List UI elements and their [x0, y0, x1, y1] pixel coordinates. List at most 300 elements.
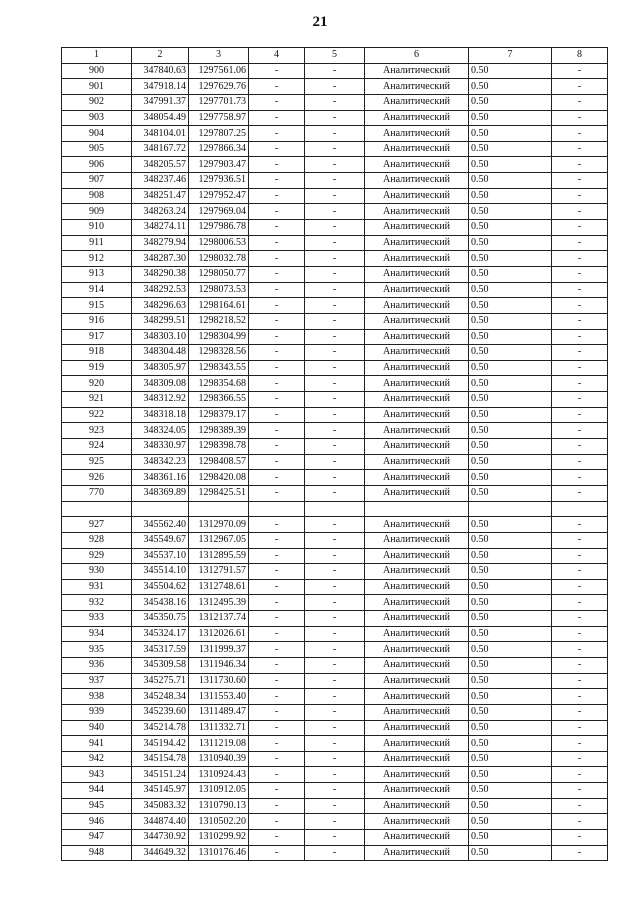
- table-cell: 0.50: [469, 673, 552, 689]
- table-row: [62, 626, 608, 642]
- table-cell: Аналитический: [365, 282, 469, 298]
- table-cell: -: [249, 798, 305, 814]
- table-row: [62, 313, 608, 329]
- table-cell: -: [249, 720, 305, 736]
- table-cell: Аналитический: [365, 345, 469, 361]
- table-cell: -: [552, 595, 608, 611]
- table-cell: -: [552, 830, 608, 846]
- table-cell: -: [249, 313, 305, 329]
- table-cell: -: [305, 251, 365, 267]
- table-cell: -: [249, 751, 305, 767]
- table-row: [62, 126, 608, 142]
- table-cell: -: [552, 485, 608, 501]
- table-cell: Аналитический: [365, 423, 469, 439]
- table-row: [62, 110, 608, 126]
- table-cell: -: [249, 94, 305, 110]
- table-cell: -: [305, 532, 365, 548]
- table-cell: 0.50: [469, 689, 552, 705]
- table-cell: 0.50: [469, 845, 552, 861]
- table-cell: 1297936.51: [189, 173, 249, 189]
- table-cell: 0.50: [469, 517, 552, 533]
- table-cell: -: [305, 126, 365, 142]
- table-cell: -: [552, 611, 608, 627]
- table-cell: 0.50: [469, 282, 552, 298]
- table-cell: 1312791.57: [189, 564, 249, 580]
- table-cell: 0.50: [469, 626, 552, 642]
- table-cell: 1311999.37: [189, 642, 249, 658]
- table-cell: -: [249, 595, 305, 611]
- table-cell: 901: [62, 79, 132, 95]
- table-cell: 345504.62: [132, 579, 189, 595]
- table-cell: 930: [62, 564, 132, 580]
- table-cell: 348287.30: [132, 251, 189, 267]
- table-row: [62, 798, 608, 814]
- table-cell: -: [305, 673, 365, 689]
- table-cell: -: [249, 251, 305, 267]
- table-row: [62, 720, 608, 736]
- table-cell: 905: [62, 141, 132, 157]
- table-cell: 345549.67: [132, 532, 189, 548]
- table-cell: 1298218.52: [189, 313, 249, 329]
- table-cell: -: [552, 423, 608, 439]
- table-cell: 934: [62, 626, 132, 642]
- column-header: 3: [189, 48, 249, 64]
- table-row: [62, 79, 608, 95]
- table-cell: 348279.94: [132, 235, 189, 251]
- table-row: [62, 439, 608, 455]
- table-cell: 1298050.77: [189, 266, 249, 282]
- table-cell: 348324.05: [132, 423, 189, 439]
- table-cell: 348305.97: [132, 360, 189, 376]
- table-cell: 1312495.39: [189, 595, 249, 611]
- table-cell: 1312137.74: [189, 611, 249, 627]
- table-cell: -: [249, 704, 305, 720]
- table-cell: -: [249, 376, 305, 392]
- column-header: 6: [365, 48, 469, 64]
- table-cell: 1298408.57: [189, 454, 249, 470]
- table-cell: 344649.32: [132, 845, 189, 861]
- table-cell: -: [305, 579, 365, 595]
- table-cell: Аналитический: [365, 188, 469, 204]
- table-cell: Аналитический: [365, 548, 469, 564]
- table-cell: -: [552, 313, 608, 329]
- table-cell: 0.50: [469, 345, 552, 361]
- table-cell: 345438.16: [132, 595, 189, 611]
- table-cell: 1298420.08: [189, 470, 249, 486]
- table-cell: -: [249, 423, 305, 439]
- table-cell: 944: [62, 783, 132, 799]
- table-cell: 0.50: [469, 783, 552, 799]
- table-cell: 931: [62, 579, 132, 595]
- table-cell: -: [305, 642, 365, 658]
- table-cell: -: [552, 392, 608, 408]
- table-row: [62, 814, 608, 830]
- page-number: 21: [312, 14, 328, 30]
- table-cell: -: [249, 626, 305, 642]
- table-cell: 928: [62, 532, 132, 548]
- table-cell: -: [249, 329, 305, 345]
- table-row: [62, 63, 608, 79]
- table-cell: -: [249, 298, 305, 314]
- table-cell: 1311553.40: [189, 689, 249, 705]
- table-cell: 1297561.06: [189, 63, 249, 79]
- table-cell: 1297952.47: [189, 188, 249, 204]
- table-cell: Аналитический: [365, 126, 469, 142]
- table-cell: -: [249, 141, 305, 157]
- table-header-row: [62, 48, 608, 64]
- table-row: [62, 485, 608, 501]
- table-cell: 948: [62, 845, 132, 861]
- table-cell: -: [305, 626, 365, 642]
- table-cell: -: [249, 689, 305, 705]
- table-cell: -: [552, 704, 608, 720]
- table-cell: 0.50: [469, 407, 552, 423]
- table-cell: -: [305, 611, 365, 627]
- table-cell: 0.50: [469, 423, 552, 439]
- table-cell: 939: [62, 704, 132, 720]
- table-cell: 348054.49: [132, 110, 189, 126]
- table-cell: 0.50: [469, 814, 552, 830]
- table-cell: -: [305, 689, 365, 705]
- table-cell: -: [552, 94, 608, 110]
- table-cell: Аналитический: [365, 657, 469, 673]
- table-cell: -: [552, 470, 608, 486]
- table-row: [62, 376, 608, 392]
- table-cell: 916: [62, 313, 132, 329]
- table-cell: 348237.46: [132, 173, 189, 189]
- table-cell: -: [305, 392, 365, 408]
- table-cell: -: [552, 814, 608, 830]
- table-cell: 922: [62, 407, 132, 423]
- table-cell: [305, 501, 365, 517]
- table-cell: 906: [62, 157, 132, 173]
- table-cell: 0.50: [469, 532, 552, 548]
- table-cell: -: [552, 548, 608, 564]
- table-cell: 1298032.78: [189, 251, 249, 267]
- table-cell: Аналитический: [365, 767, 469, 783]
- table-cell: -: [249, 767, 305, 783]
- table-cell: -: [249, 345, 305, 361]
- table-cell: -: [552, 673, 608, 689]
- table-cell: 903: [62, 110, 132, 126]
- table-cell: 0.50: [469, 266, 552, 282]
- table-cell: Аналитический: [365, 673, 469, 689]
- table-cell: 1311332.71: [189, 720, 249, 736]
- table-cell: 345214.78: [132, 720, 189, 736]
- table-cell: 345324.17: [132, 626, 189, 642]
- column-header: 7: [469, 48, 552, 64]
- table-cell: 1310299.92: [189, 830, 249, 846]
- table-cell: -: [552, 783, 608, 799]
- table-cell: 345537.10: [132, 548, 189, 564]
- table-cell: 910: [62, 220, 132, 236]
- table-cell: 911: [62, 235, 132, 251]
- table-cell: 1298164.61: [189, 298, 249, 314]
- table-cell: 945: [62, 798, 132, 814]
- table-cell: 1298354.68: [189, 376, 249, 392]
- table-row: [62, 532, 608, 548]
- table-cell: 0.50: [469, 751, 552, 767]
- table-cell: 921: [62, 392, 132, 408]
- table-row: [62, 423, 608, 439]
- table-cell: -: [552, 204, 608, 220]
- table-cell: Аналитический: [365, 439, 469, 455]
- table-cell: -: [305, 517, 365, 533]
- table-cell: -: [552, 642, 608, 658]
- table-cell: 0.50: [469, 376, 552, 392]
- table-cell: -: [552, 63, 608, 79]
- table-cell: 926: [62, 470, 132, 486]
- table-cell: -: [552, 266, 608, 282]
- table-row: [62, 251, 608, 267]
- coordinates-table: [61, 47, 608, 861]
- table-cell: 344874.40: [132, 814, 189, 830]
- table-cell: 348263.24: [132, 204, 189, 220]
- table-cell: 0.50: [469, 251, 552, 267]
- table-cell: 0.50: [469, 204, 552, 220]
- table-cell: -: [249, 485, 305, 501]
- table-cell: Аналитический: [365, 689, 469, 705]
- table-cell: -: [552, 532, 608, 548]
- table-cell: -: [305, 94, 365, 110]
- table-cell: -: [249, 642, 305, 658]
- table-cell: -: [249, 157, 305, 173]
- table-cell: 345309.58: [132, 657, 189, 673]
- table-cell: -: [305, 329, 365, 345]
- table-cell: 0.50: [469, 313, 552, 329]
- table-cell: 918: [62, 345, 132, 361]
- table-cell: Аналитический: [365, 798, 469, 814]
- table-cell: Аналитический: [365, 485, 469, 501]
- table-cell: 1298379.17: [189, 407, 249, 423]
- table-cell: Аналитический: [365, 313, 469, 329]
- table-cell: Аналитический: [365, 266, 469, 282]
- table-cell: -: [305, 407, 365, 423]
- table-cell: -: [249, 611, 305, 627]
- table-cell: -: [305, 235, 365, 251]
- table-cell: 345350.75: [132, 611, 189, 627]
- table-cell: -: [552, 517, 608, 533]
- table-cell: 345317.59: [132, 642, 189, 658]
- table-cell: -: [552, 376, 608, 392]
- table-cell: -: [552, 173, 608, 189]
- table-cell: 0.50: [469, 392, 552, 408]
- table-row: [62, 360, 608, 376]
- table-cell: 1297807.25: [189, 126, 249, 142]
- table-cell: -: [305, 157, 365, 173]
- table-cell: 1312748.61: [189, 579, 249, 595]
- table-cell: Аналитический: [365, 720, 469, 736]
- table-cell: -: [305, 767, 365, 783]
- table-cell: Аналитический: [365, 564, 469, 580]
- table-cell: -: [249, 470, 305, 486]
- table-cell: Аналитический: [365, 141, 469, 157]
- table-cell: 348304.48: [132, 345, 189, 361]
- table-row: [62, 783, 608, 799]
- table-cell: -: [249, 173, 305, 189]
- table-row: [62, 282, 608, 298]
- table-cell: 900: [62, 63, 132, 79]
- table-cell: 347918.14: [132, 79, 189, 95]
- table-cell: 348296.63: [132, 298, 189, 314]
- table-cell: 345248.34: [132, 689, 189, 705]
- table-cell: -: [305, 376, 365, 392]
- table-cell: 1311730.60: [189, 673, 249, 689]
- table-cell: -: [249, 126, 305, 142]
- table-row: [62, 266, 608, 282]
- table-cell: -: [552, 298, 608, 314]
- table-cell: 348361.16: [132, 470, 189, 486]
- table-cell: 348342.23: [132, 454, 189, 470]
- table-cell: -: [305, 830, 365, 846]
- table-cell: 936: [62, 657, 132, 673]
- table-cell: -: [249, 814, 305, 830]
- table-cell: Аналитический: [365, 204, 469, 220]
- table-cell: 1297969.04: [189, 204, 249, 220]
- table-cell: -: [305, 470, 365, 486]
- table-row: [62, 94, 608, 110]
- table-cell: -: [552, 407, 608, 423]
- table-row: [62, 392, 608, 408]
- table-cell: -: [305, 720, 365, 736]
- table-cell: 0.50: [469, 564, 552, 580]
- table-cell: 1310502.20: [189, 814, 249, 830]
- table-cell: -: [305, 282, 365, 298]
- table-cell: 345145.97: [132, 783, 189, 799]
- table-cell: 923: [62, 423, 132, 439]
- table-cell: 347840.63: [132, 63, 189, 79]
- table-cell: -: [305, 704, 365, 720]
- table-cell: 0.50: [469, 235, 552, 251]
- table-row: [62, 220, 608, 236]
- table-cell: Аналитический: [365, 173, 469, 189]
- table-cell: 938: [62, 689, 132, 705]
- table-row: [62, 611, 608, 627]
- table-cell: -: [552, 235, 608, 251]
- table-cell: 927: [62, 517, 132, 533]
- table-cell: Аналитический: [365, 79, 469, 95]
- table-cell: -: [305, 736, 365, 752]
- table-cell: 1312026.61: [189, 626, 249, 642]
- table-cell: Аналитический: [365, 814, 469, 830]
- table-cell: [249, 501, 305, 517]
- table-cell: 348299.51: [132, 313, 189, 329]
- table-cell: 1310940.39: [189, 751, 249, 767]
- table-row: [62, 204, 608, 220]
- table-cell: [132, 501, 189, 517]
- table-cell: 770: [62, 485, 132, 501]
- table-row: [62, 689, 608, 705]
- table-cell: -: [552, 736, 608, 752]
- table-cell: 933: [62, 611, 132, 627]
- table-cell: -: [305, 188, 365, 204]
- table-row: [62, 173, 608, 189]
- table-cell: 348318.18: [132, 407, 189, 423]
- table-row: [62, 329, 608, 345]
- table-cell: Аналитический: [365, 517, 469, 533]
- table-cell: -: [305, 345, 365, 361]
- table-cell: -: [305, 298, 365, 314]
- table-cell: 1311489.47: [189, 704, 249, 720]
- table-cell: 348290.38: [132, 266, 189, 282]
- table-cell: 348274.11: [132, 220, 189, 236]
- table-cell: 946: [62, 814, 132, 830]
- table-cell: 0.50: [469, 595, 552, 611]
- table-cell: -: [305, 814, 365, 830]
- table-cell: -: [249, 454, 305, 470]
- table-cell: -: [249, 548, 305, 564]
- table-cell: 915: [62, 298, 132, 314]
- table-row: [62, 407, 608, 423]
- table-cell: 1298389.39: [189, 423, 249, 439]
- table-cell: -: [305, 751, 365, 767]
- table-cell: 1297903.47: [189, 157, 249, 173]
- table-cell: -: [249, 657, 305, 673]
- table-cell: 925: [62, 454, 132, 470]
- table-cell: -: [305, 485, 365, 501]
- table-cell: [552, 501, 608, 517]
- table-cell: 0.50: [469, 141, 552, 157]
- table-cell: 0.50: [469, 329, 552, 345]
- table-cell: -: [305, 266, 365, 282]
- table-cell: 348309.08: [132, 376, 189, 392]
- table-cell: Аналитический: [365, 235, 469, 251]
- table-cell: 1297701.73: [189, 94, 249, 110]
- table-cell: 1310790.13: [189, 798, 249, 814]
- table-cell: [62, 501, 132, 517]
- table-cell: 348330.97: [132, 439, 189, 455]
- table-cell: 345275.71: [132, 673, 189, 689]
- table-cell: 0.50: [469, 79, 552, 95]
- column-header: 1: [62, 48, 132, 64]
- table-cell: 0.50: [469, 126, 552, 142]
- table-cell: Аналитический: [365, 360, 469, 376]
- table-cell: 1298006.53: [189, 235, 249, 251]
- table-row: [62, 298, 608, 314]
- table-cell: [365, 501, 469, 517]
- table-row: [62, 141, 608, 157]
- table-cell: 929: [62, 548, 132, 564]
- table-cell: 345239.60: [132, 704, 189, 720]
- table-cell: 348303.10: [132, 329, 189, 345]
- table-separator-row: [62, 501, 608, 517]
- table-cell: Аналитический: [365, 845, 469, 861]
- table-row: [62, 579, 608, 595]
- table-cell: 1298398.78: [189, 439, 249, 455]
- table-cell: -: [552, 845, 608, 861]
- table-cell: 0.50: [469, 548, 552, 564]
- table-cell: 907: [62, 173, 132, 189]
- table-cell: 0.50: [469, 579, 552, 595]
- table-cell: 937: [62, 673, 132, 689]
- table-cell: 0.50: [469, 454, 552, 470]
- table-cell: Аналитический: [365, 595, 469, 611]
- table-cell: -: [305, 548, 365, 564]
- table-cell: 947: [62, 830, 132, 846]
- table-cell: 0.50: [469, 657, 552, 673]
- column-header: 5: [305, 48, 365, 64]
- table-cell: 1310912.05: [189, 783, 249, 799]
- table-cell: 0.50: [469, 611, 552, 627]
- table-cell: -: [552, 767, 608, 783]
- table-row: [62, 454, 608, 470]
- table-row: [62, 470, 608, 486]
- table-cell: -: [305, 141, 365, 157]
- table-row: [62, 736, 608, 752]
- table-cell: Аналитический: [365, 94, 469, 110]
- table-cell: -: [305, 204, 365, 220]
- table-cell: 935: [62, 642, 132, 658]
